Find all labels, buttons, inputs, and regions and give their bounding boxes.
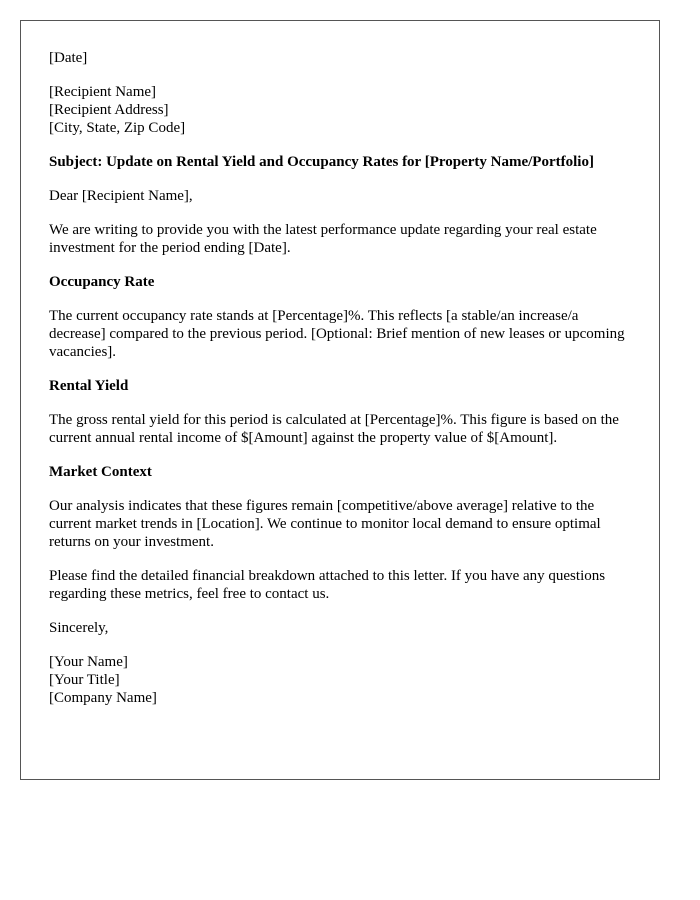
closing-paragraph: Please find the detailed financial breakdown attached to this letter. If you have any questions regarding these metrics, feel free to contact us. (49, 568, 606, 602)
recipient-address: [Recipient Address] (49, 102, 169, 118)
recipient-city-line: [City, State, Zip Code] (49, 120, 186, 136)
letter-date (49, 49, 631, 67)
section-heading-occupancy: Occupancy Rate (49, 274, 155, 290)
section-body-occupancy: The current occupancy rate stands at [Percentage]%. This reflects [a stable/an increase/a decrease] compared to the previous period. [Optional: Brief mention of new leases or upcoming vacancies]. (49, 308, 625, 360)
salutation: Dear [Recipient Name], (49, 188, 193, 204)
section-heading-market-context: Market Context (49, 464, 152, 480)
signature-title: [Your Title] (49, 672, 120, 688)
section-body-rental-yield: The gross rental yield for this period is calculated at [Percentage]%. This figure is based on the current annual rental income of $[Amount] against the property value of $[Amount]. (49, 412, 619, 446)
signature-block (49, 653, 631, 707)
intro-paragraph: We are writing to provide you with the latest performance update regarding your real estate investment for the period ending [Date]. (49, 222, 597, 256)
recipient-block (49, 83, 631, 137)
letter-subject: Subject: Update on Rental Yield and Occupancy Rates for [Property Name/Portfolio] (49, 154, 594, 170)
signature-company: [Company Name] (49, 690, 157, 706)
letter-page (20, 20, 660, 780)
section-heading-rental-yield: Rental Yield (49, 378, 129, 394)
signature-name: [Your Name] (49, 654, 128, 670)
section-body-market-context: Our analysis indicates that these figures remain [competitive/above average] relative to the current market trends in [Location]. We continue to monitor local demand to ensure optimal returns on your investment. (49, 498, 601, 550)
recipient-name: [Recipient Name] (49, 84, 157, 100)
sign-off: Sincerely, (49, 620, 109, 636)
date-text: [Date] (49, 50, 88, 66)
